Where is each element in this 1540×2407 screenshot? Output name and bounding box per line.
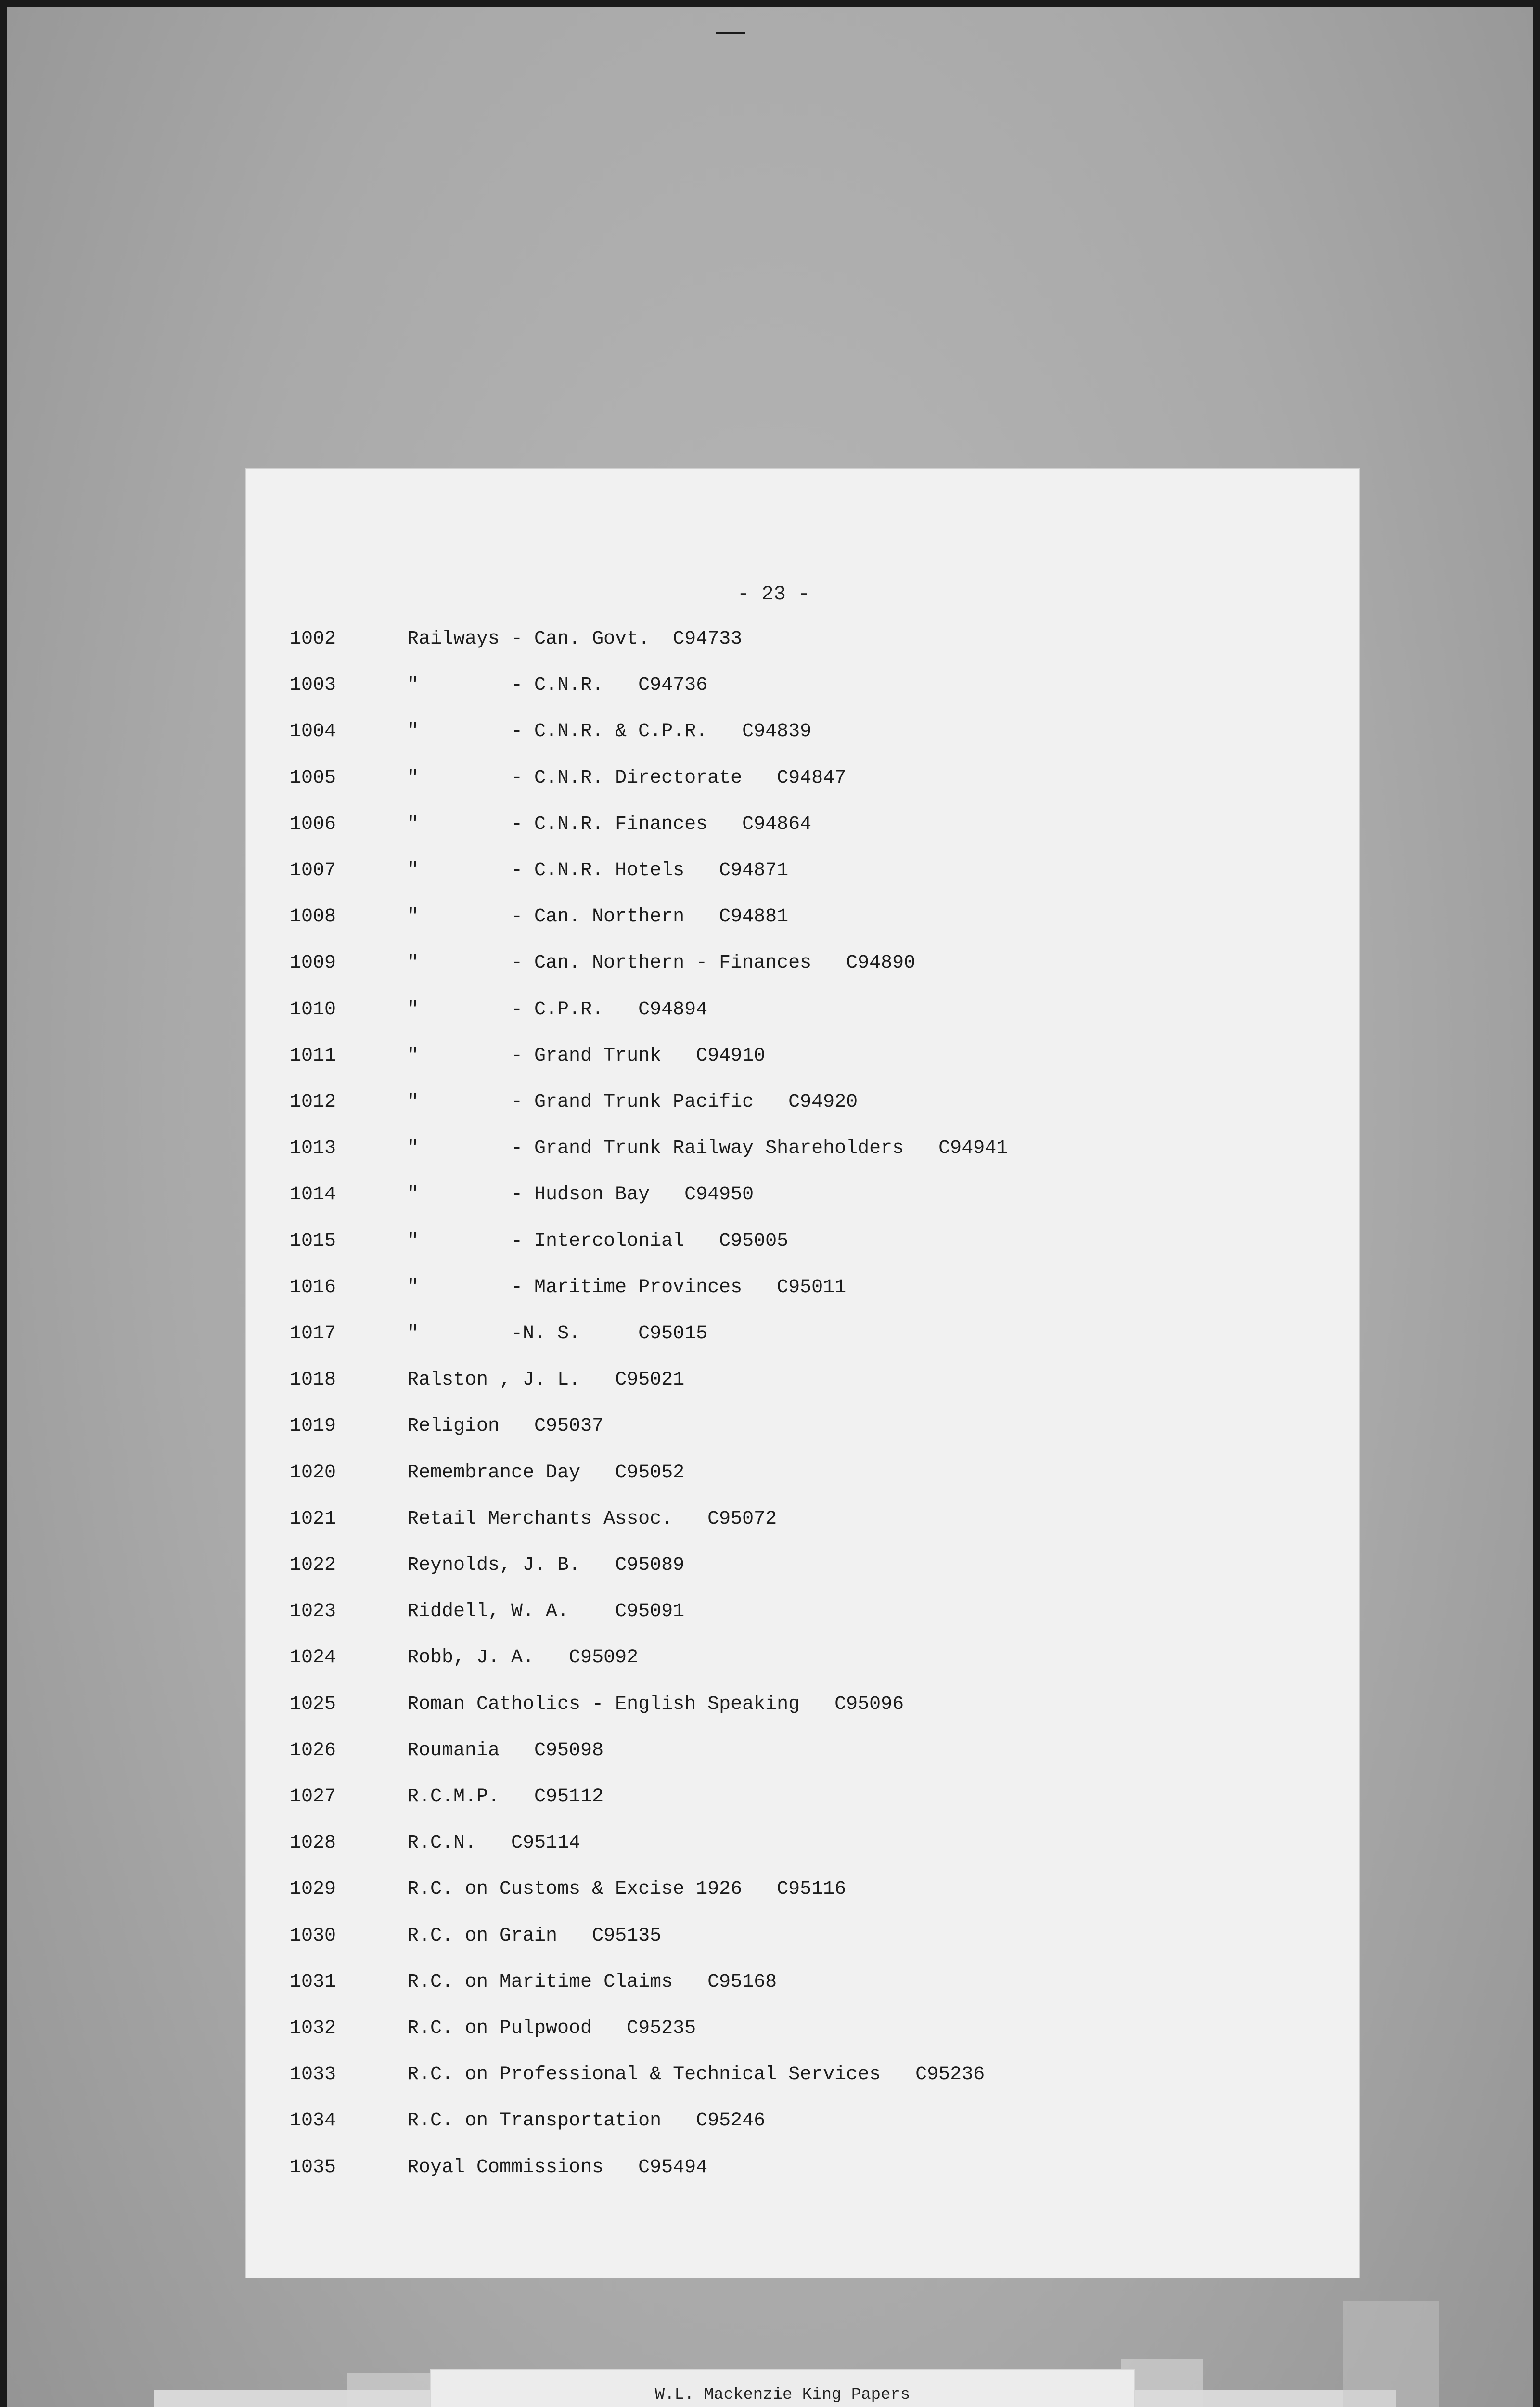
entry-number: 1019 [290, 1415, 336, 1437]
entry-text: Railways - Can. Govt. C94733 [407, 628, 743, 650]
entry-text: Religion C95037 [407, 1415, 604, 1437]
page-number: - 23 - [737, 582, 810, 606]
entry-number: 1031 [290, 1971, 336, 1993]
entry-text: " - Can. Northern - Finances C94890 [407, 952, 916, 974]
entry-number: 1015 [290, 1230, 336, 1252]
index-entry [246, 767, 1359, 796]
entry-text: R.C. on Transportation C95246 [407, 2110, 766, 2132]
entry-text: " - Can. Northern C94881 [407, 906, 789, 928]
index-entry [246, 1554, 1359, 1583]
index-entry [246, 1832, 1359, 1861]
index-entry [246, 1740, 1359, 1769]
index-entry [246, 1184, 1359, 1213]
entry-number: 1014 [290, 1184, 336, 1206]
collection-label-line-1: W.L. Mackenzie King Papers [654, 2386, 911, 2404]
entry-text: " - C.N.R. Hotels C94871 [407, 860, 789, 881]
entry-text: Roman Catholics - English Speaking C95096 [407, 1693, 904, 1715]
index-entry [246, 1925, 1359, 1954]
entry-text: Riddell, W. A. C95091 [407, 1601, 685, 1623]
index-entry [246, 2064, 1359, 2093]
frame-edge-right [1533, 0, 1540, 2407]
entry-number: 1025 [290, 1693, 336, 1715]
entry-number: 1004 [290, 721, 336, 743]
entry-number: 1022 [290, 1554, 336, 1576]
entry-text: R.C.M.P. C95112 [407, 1786, 604, 1808]
index-entry [246, 1878, 1359, 1907]
entry-number: 1010 [290, 998, 336, 1021]
entry-text: " - C.N.R. Finances C94864 [407, 813, 812, 835]
index-entry [246, 1323, 1359, 1352]
index-entry [246, 2018, 1359, 2046]
index-entry [246, 674, 1359, 703]
entry-number: 1020 [290, 1462, 336, 1484]
entry-number: 1013 [290, 1138, 336, 1160]
entry-text: " - Intercolonial C95005 [407, 1230, 789, 1252]
entry-number: 1026 [290, 1739, 336, 1761]
entry-number: 1021 [290, 1508, 336, 1530]
entry-number: 1006 [290, 813, 336, 835]
index-entry [246, 2110, 1359, 2139]
collection-label [431, 2370, 1134, 2407]
index-entry [246, 814, 1359, 842]
index-entry [246, 721, 1359, 750]
entry-text: " - C.N.R. C94736 [407, 674, 708, 697]
index-entry [246, 999, 1359, 1028]
frame-edge-top [0, 0, 1540, 7]
entry-number: 1012 [290, 1091, 336, 1113]
index-entry [246, 2157, 1359, 2186]
entry-number: 1008 [290, 906, 336, 928]
index-entry [246, 1045, 1359, 1074]
entry-text: " - C.P.R. C94894 [407, 998, 708, 1021]
entry-text: Reynolds, J. B. C95089 [407, 1554, 685, 1576]
index-entry [246, 1230, 1359, 1259]
entry-text: Robb, J. A. C95092 [407, 1647, 639, 1669]
entry-number: 1030 [290, 1925, 336, 1947]
entry-text: " -N. S. C95015 [407, 1323, 708, 1345]
entry-number: 1017 [290, 1323, 336, 1345]
entry-text: Retail Merchants Assoc. C95072 [407, 1508, 777, 1530]
index-entry [246, 1369, 1359, 1398]
index-entry [246, 1601, 1359, 1630]
entry-number: 1009 [290, 952, 336, 974]
index-entry [246, 1277, 1359, 1306]
entry-text: R.C. on Maritime Claims C95168 [407, 1971, 777, 1993]
entry-number: 1029 [290, 1878, 336, 1901]
index-entry [246, 1091, 1359, 1120]
index-entry [246, 1647, 1359, 1676]
document-page [246, 469, 1359, 2278]
index-entry [246, 1138, 1359, 1166]
entry-number: 1023 [290, 1601, 336, 1623]
index-entry [246, 1415, 1359, 1444]
entry-text: " - C.N.R. Directorate C94847 [407, 767, 847, 789]
entry-text: Royal Commissions C95494 [407, 2156, 708, 2178]
entry-text: " - Maritime Provinces C95011 [407, 1276, 847, 1298]
index-entry [246, 860, 1359, 889]
entry-number: 1011 [290, 1045, 336, 1067]
index-entry [246, 1508, 1359, 1537]
entry-number: 1007 [290, 860, 336, 881]
entry-text: R.C. on Customs & Excise 1926 C95116 [407, 1878, 847, 1901]
frame-mark-top [716, 32, 745, 34]
index-entry [246, 1694, 1359, 1722]
entry-number: 1033 [290, 2064, 336, 2086]
entry-number: 1024 [290, 1647, 336, 1669]
index-entry [246, 952, 1359, 981]
entry-number: 1035 [290, 2156, 336, 2178]
entry-text: Roumania C95098 [407, 1739, 604, 1761]
entry-text: " - Grand Trunk Pacific C94920 [407, 1091, 858, 1113]
entry-number: 1005 [290, 767, 336, 789]
entry-number: 1032 [290, 2018, 336, 2039]
entry-text: R.C.N. C95114 [407, 1832, 581, 1854]
entry-text: R.C. on Pulpwood C95235 [407, 2018, 696, 2039]
entry-text: R.C. on Grain C95135 [407, 1925, 662, 1947]
index-entry [246, 906, 1359, 935]
tape-far-right [1343, 2301, 1439, 2407]
entry-number: 1016 [290, 1276, 336, 1298]
entry-text: " - Grand Trunk Railway Shareholders C94941 [407, 1138, 1008, 1160]
index-entry [246, 1786, 1359, 1815]
index-entry [246, 1971, 1359, 2000]
index-entry [246, 1462, 1359, 1491]
entry-text: " - Grand Trunk C94910 [407, 1045, 766, 1067]
frame-edge-left [0, 0, 7, 2407]
entry-text: " - C.N.R. & C.P.R. C94839 [407, 721, 812, 743]
entry-number: 1027 [290, 1786, 336, 1808]
index-entry [246, 628, 1359, 657]
entry-number: 1034 [290, 2110, 336, 2132]
entry-text: R.C. on Professional & Technical Services C95236 [407, 2064, 985, 2086]
entry-text: Remembrance Day C95052 [407, 1462, 685, 1484]
entry-number: 1018 [290, 1369, 336, 1391]
entry-number: 1003 [290, 674, 336, 697]
entry-number: 1002 [290, 628, 336, 650]
entry-text: Ralston , J. L. C95021 [407, 1369, 685, 1391]
entry-number: 1028 [290, 1832, 336, 1854]
entry-text: " - Hudson Bay C94950 [407, 1184, 754, 1206]
